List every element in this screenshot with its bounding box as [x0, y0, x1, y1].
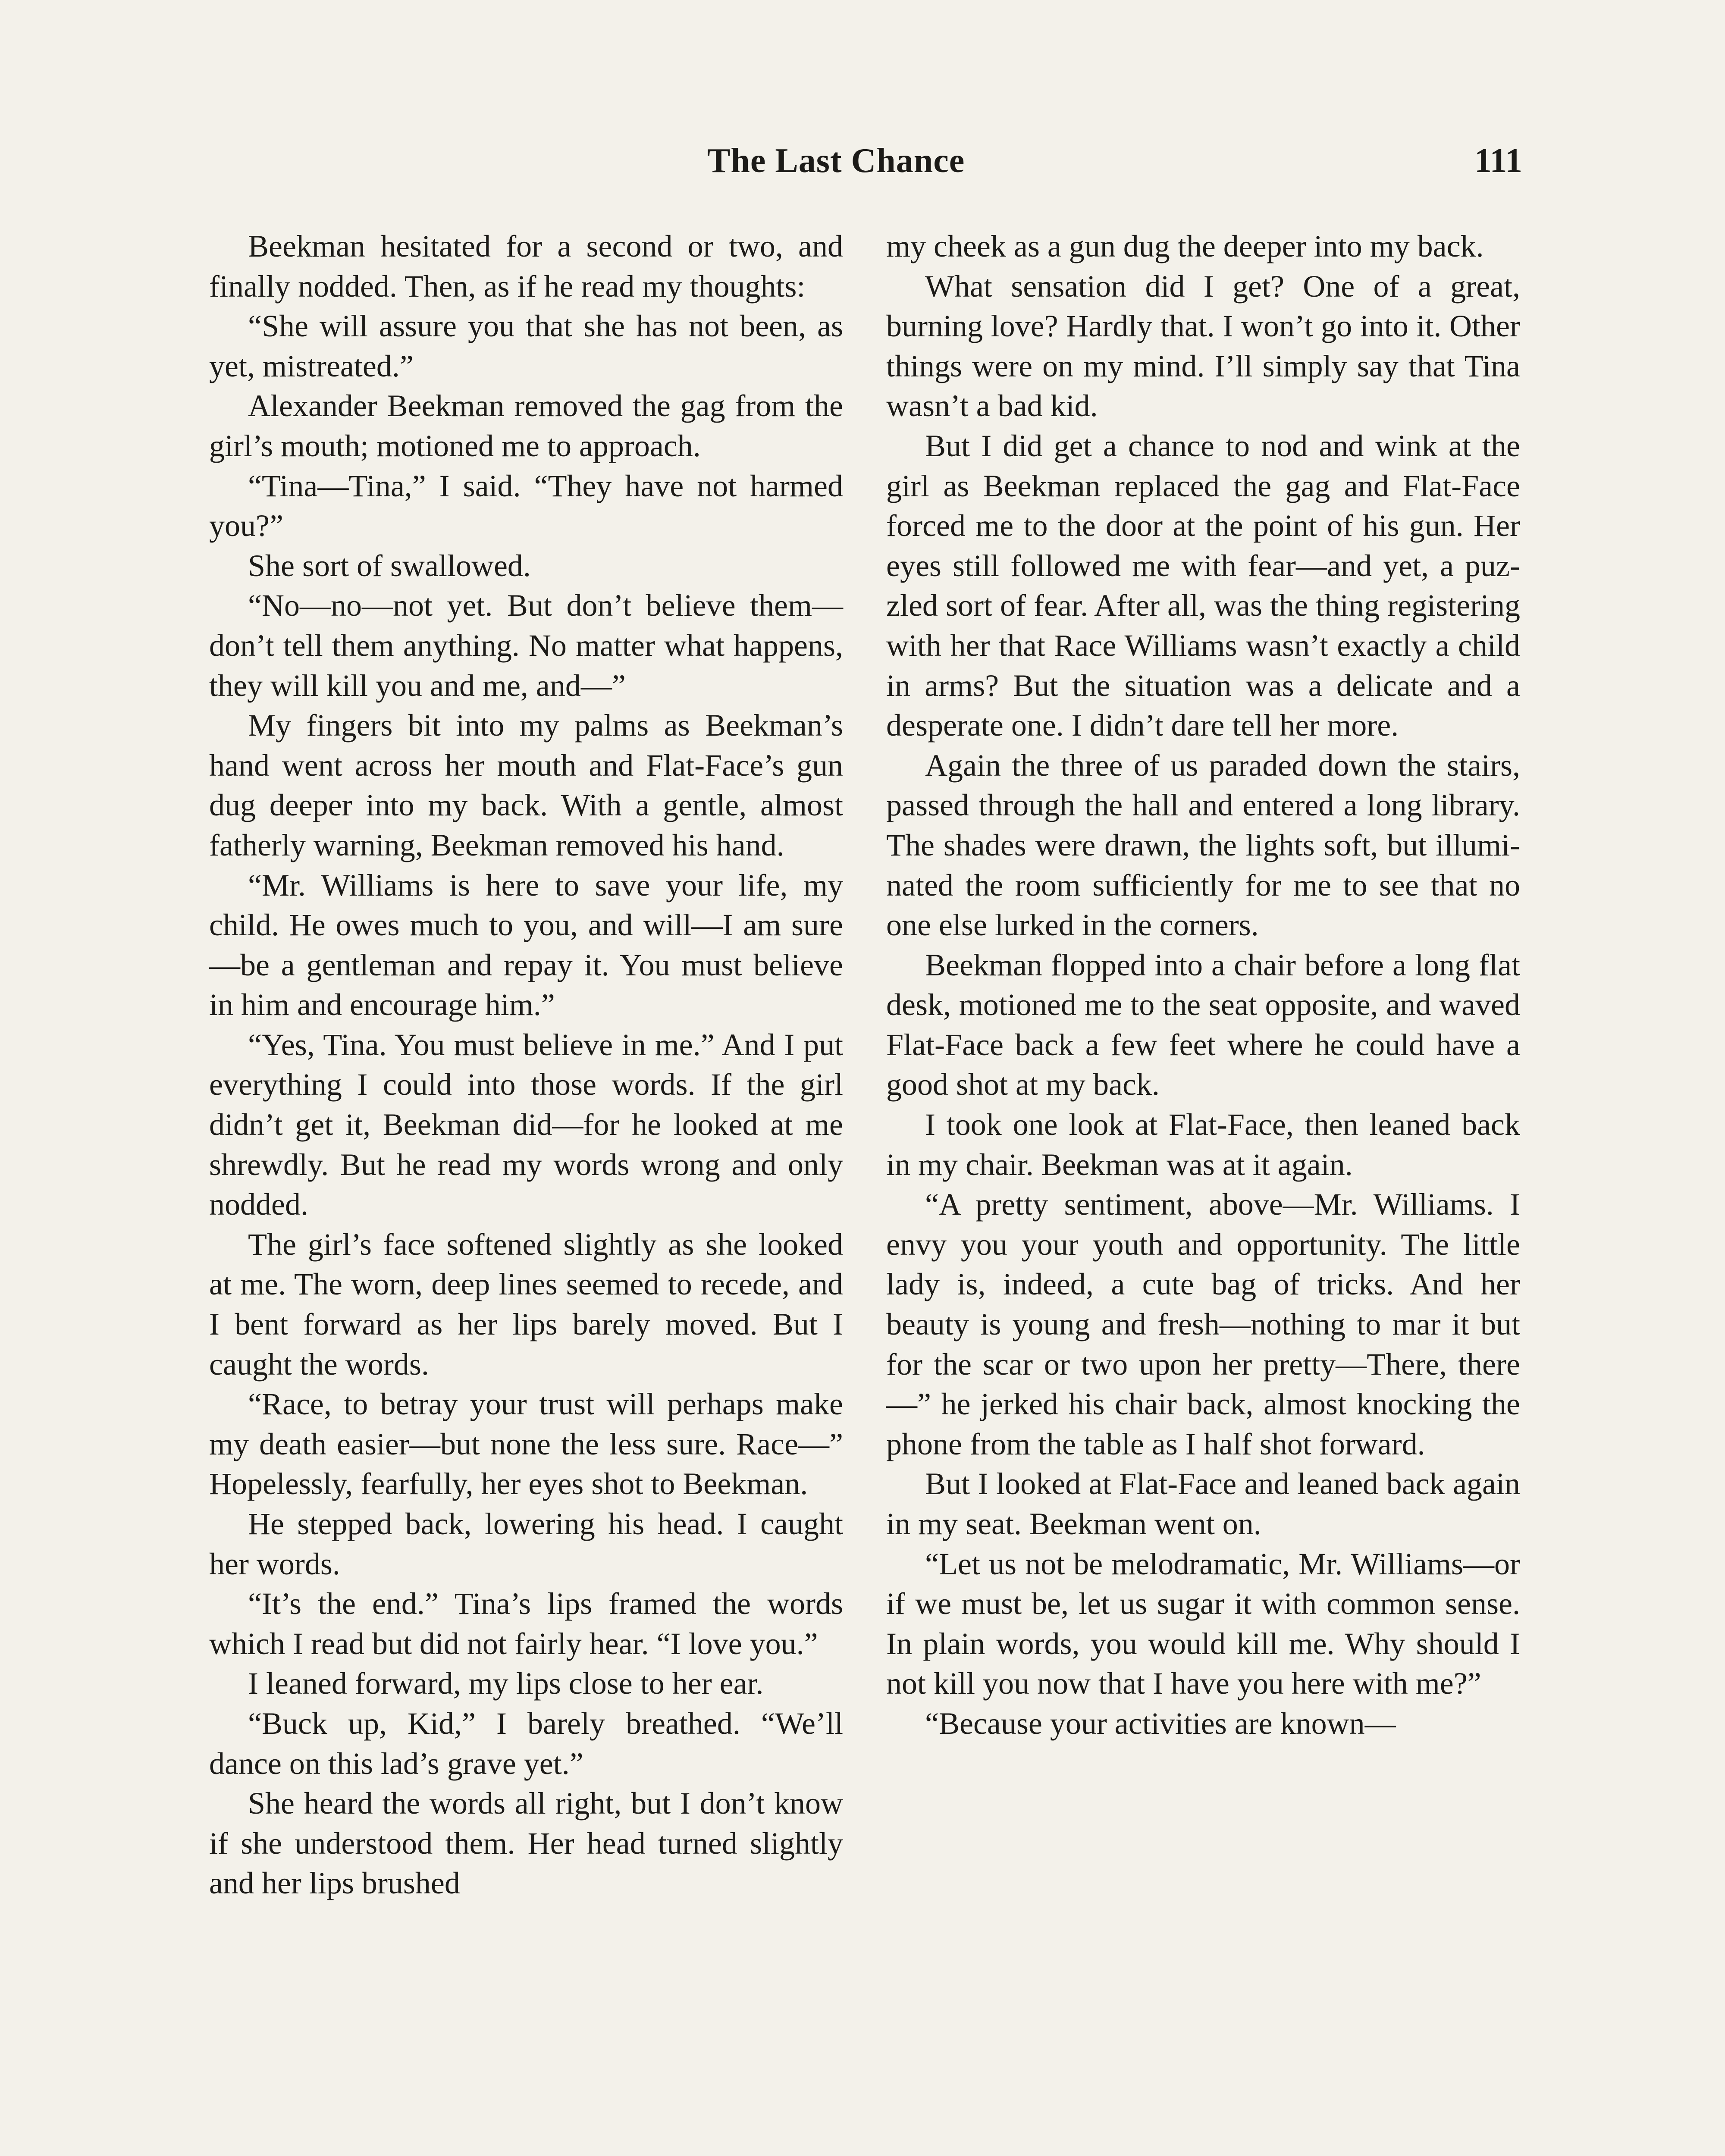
paragraph: But I did get a chance to nod and wink at the girl as Beekman replaced the gag and Flat-Face forced me to the door at the point of his gun. Her eyes still followed me with fear—and yet, a puzzled sort of fear. After all, was the thing registering with her that Race Williams wasn’t exactly a child in arms? But the situation was a delicate and a desperate one. I didn’t dare tell her more. — [886, 428, 1520, 743]
paragraph: The girl’s face softened slightly as she looked at me. The worn, deep lines seemed to recede, and I bent forward as her lips barely moved. But I caught the words. — [209, 1227, 843, 1382]
paragraph: “Buck up, Kid,” I barely breathed. “We’ll dance on this lad’s grave yet.” — [209, 1706, 843, 1781]
paragraph: What sensation did I get? One of a great, burning love? Hardly that. I won’t go into it. Other things were on my mind. I’ll simply say that Tina wasn’t a bad kid. — [886, 269, 1520, 423]
paragraph: “She will assure you that she has not been, as yet, mistreated.” — [209, 309, 843, 383]
left-column — [209, 226, 843, 1903]
running-title: The Last Chance — [707, 142, 965, 180]
paragraph: Alexander Beekman removed the gag from the girl’s mouth; motioned me to approach. — [209, 389, 843, 463]
paragraph: “Yes, Tina. You must believe in me.” And I put everything I could into those words. If the girl didn’t get it, Beekman did—for he looked at me shrewdly. But he read my words wrong and only nodded. — [209, 1027, 843, 1222]
paragraph: “Race, to betray your trust will perhaps make my death easier—but none the less sure. Race—” Hopelessly, fearfully, her eyes shot to Beekman. — [209, 1387, 843, 1501]
paragraph: He stepped back, lowering his head. I caught her words. — [209, 1507, 843, 1581]
page-number: 111 — [1474, 142, 1522, 180]
paragraph: “Tina—Tina,” I said. “They have not harmed you?” — [209, 468, 843, 543]
paragraph: “A pretty sentiment, above—Mr. Williams. I envy you your youth and opportunity. The little lady is, indeed, a cute bag of tricks. And her beauty is young and fresh—nothing to mar it but for the scar or two upon her pretty—There, there—” he jerked his chair back, almost knocking the phone from the table as I half shot forward. — [886, 1187, 1520, 1461]
right-column — [886, 226, 1520, 1744]
paragraph: “Because your activities are known— — [925, 1706, 1396, 1741]
paragraph: “Let us not be melodramatic, Mr. Williams—or if we must be, let us sugar it with common sense. In plain words, you would kill me. Why should I not kill you now that I have you here with me?” — [886, 1546, 1520, 1701]
paragraph: Beekman flopped into a chair before a long flat desk, motioned me to the seat opposite, and waved Flat-Face back a few feet where he could have a good shot at my back. — [886, 947, 1520, 1102]
paragraph: My fingers bit into my palms as Beekman’s hand went across her mouth and Flat-Face’s gun dug deeper into my back. With a gentle, almost fatherly warning, Beekman removed his hand. — [209, 708, 843, 862]
running-header — [207, 137, 1522, 185]
paragraph: “It’s the end.” Tina’s lips framed the words which I read but did not fairly hear. “I love you.” — [209, 1586, 843, 1661]
paragraph: I leaned forward, my lips close to her ear. — [248, 1666, 764, 1701]
paragraph: She sort of swallowed. — [248, 548, 531, 583]
paragraph: “Mr. Williams is here to save your life, my child. He owes much to you, and will—I am sure—be a gentleman and repay it. You must believe in him and encourage him.” — [209, 868, 843, 1022]
paragraph: She heard the words all right, but I don’t know if she understood them. Her head turned slightly and her lips brushed — [209, 1786, 843, 1901]
paragraph: Beekman hesitated for a second or two, and finally nodded. Then, as if he read my thoughts: — [209, 229, 843, 304]
paragraph: But I looked at Flat-Face and leaned back again in my seat. Beekman went on. — [886, 1467, 1520, 1541]
paragraph: “No—no—not yet. But don’t believe them—don’t tell them anything. No matter what happens, they will kill you and me, and—” — [209, 588, 843, 703]
paragraph: I took one look at Flat-Face, then leaned back in my chair. Beekman was at it again. — [886, 1107, 1520, 1182]
paragraph: Again the three of us paraded down the stairs, passed through the hall and entered a long library. The shades were drawn, the lights soft, but illuminated the room sufficiently for me to see that no one else lurked in the corners. — [886, 748, 1520, 943]
continued-paragraph: my cheek as a gun dug the deeper into my back. — [886, 229, 1484, 263]
